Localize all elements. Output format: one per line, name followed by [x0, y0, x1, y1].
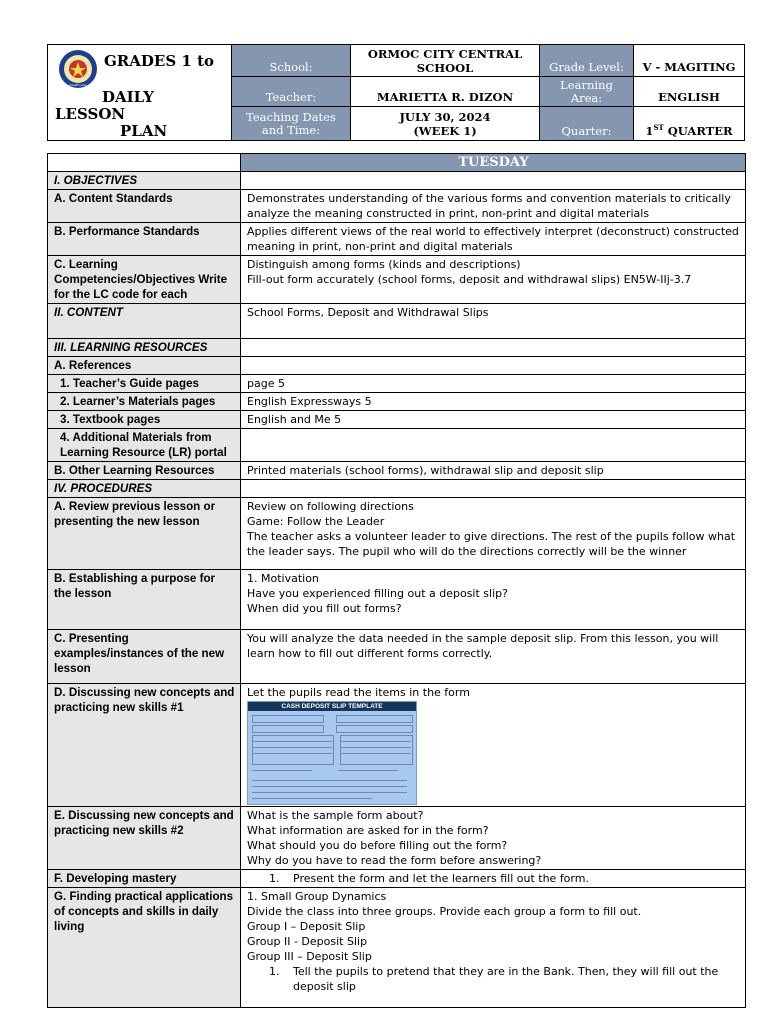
slip-line	[252, 770, 312, 771]
quarter-sup: ST	[653, 123, 664, 133]
slip-line	[252, 747, 332, 748]
slip-line	[340, 753, 411, 754]
slip-field-box	[252, 725, 324, 733]
slip-field-box	[252, 715, 324, 723]
discussing1-label: D. Discussing new concepts and practicing new skills #1	[48, 684, 241, 807]
presenting-value: You will analyze the data needed in the sample deposit slip. From this lesson, you will learn how to fill out different forms correctly.	[241, 630, 746, 684]
purpose-line-1: 1. Motivation	[247, 572, 319, 585]
discussing2-line-3: What should you do before filling out the form?	[247, 839, 508, 852]
slip-line	[252, 753, 332, 754]
slip-line	[252, 741, 332, 742]
applications-line-5: Group III – Deposit Slip	[247, 950, 372, 963]
competencies-line-1: Distinguish among forms (kinds and descriptions)	[247, 258, 521, 271]
content-standards-value: Demonstrates understanding of the various forms and convention materials to critically analyze the meaning constructed in print, non-print and digital materials	[241, 190, 746, 223]
objectives-label: I. OBJECTIVES	[48, 172, 241, 190]
references-label: A. References	[48, 357, 241, 375]
procedures-label: IV. PROCEDURES	[48, 480, 241, 498]
tg-value: page 5	[241, 375, 746, 393]
other-resources-label: B. Other Learning Resources	[48, 462, 241, 480]
review-value	[241, 498, 746, 570]
slip-line	[252, 798, 372, 799]
slip-line	[340, 741, 411, 742]
grade-label: Grade Level:	[540, 45, 634, 77]
discussing2-value	[241, 807, 746, 870]
teacher-label: Teacher:	[232, 77, 351, 107]
discussing2-line-2: What information are asked for in the form?	[247, 824, 489, 837]
review-line-3: The teacher asks a volunteer leader to give directions. The rest of the pupils follow what the leader says. The pupil who will do the directions correctly will be the winner	[247, 530, 736, 558]
deped-seal-icon	[58, 49, 98, 89]
other-resources-value: Printed materials (school forms), withdrawal slip and deposit slip	[241, 462, 746, 480]
discussing1-text: Let the pupils read the items in the form	[247, 686, 470, 699]
quarter-text: QUARTER	[663, 124, 733, 138]
procedures-value	[241, 480, 746, 498]
dates-value	[351, 107, 540, 141]
area-value: ENGLISH	[634, 77, 745, 107]
competencies-label: C. Learning Competencies/Objectives Write for the LC code for each	[48, 256, 241, 304]
purpose-line-3: When did you fill out forms?	[247, 602, 402, 615]
applications-label: G. Finding practical applications of concepts and skills in daily living	[48, 888, 241, 1008]
applications-line-3: Group I – Deposit Slip	[247, 920, 366, 933]
school-label: School:	[232, 45, 351, 77]
applications-line-6: Tell the pupils to pretend that they are in the Bank. Then, they will fill out the deposit slip	[293, 965, 719, 993]
teacher-value: MARIETTA R. DIZON	[351, 77, 540, 107]
am-label: 4. Additional Materials from Learning Resource (LR) portal	[48, 429, 241, 462]
applications-line-1: 1. Small Group Dynamics	[247, 890, 387, 903]
grade-value: V - MAGITING	[634, 45, 745, 77]
header-table	[47, 44, 745, 141]
slip-table-box	[252, 735, 334, 765]
slip-line	[252, 786, 407, 787]
lesson-plan-table	[47, 153, 746, 1008]
slip-line	[252, 792, 407, 793]
area-label: Learning Area:	[540, 77, 634, 107]
slip-line	[252, 780, 407, 781]
discussing2-line-4: Why do you have to read the form before answering?	[247, 854, 542, 867]
slip-line	[340, 747, 411, 748]
tb-value: English and Me 5	[241, 411, 746, 429]
applications-line-4: Group II - Deposit Slip	[247, 935, 368, 948]
resources-label: III. LEARNING RESOURCES	[48, 339, 241, 357]
resources-value	[241, 339, 746, 357]
title-line-1: GRADES 1 to	[104, 52, 215, 70]
mastery-text: Present the form and let the learners fill out the form.	[293, 872, 589, 885]
purpose-line-2: Have you experienced filling out a deposit slip?	[247, 587, 508, 600]
deposit-slip-image	[247, 701, 417, 805]
discussing2-line-1: What is the sample form about?	[247, 809, 424, 822]
school-value: ORMOC CITY CENTRAL SCHOOL	[351, 45, 540, 77]
presenting-label: C. Presenting examples/instances of the new lesson	[48, 630, 241, 684]
header-brand	[48, 45, 232, 141]
content-label: II. CONTENT	[48, 304, 241, 339]
quarter-value	[634, 107, 745, 141]
title-line-4: PLAN	[120, 122, 168, 140]
performance-standards-label: B. Performance Standards	[48, 223, 241, 256]
discussing2-label: E. Discussing new concepts and practicing new skills #2	[48, 807, 241, 870]
competencies-line-2: Fill-out form accurately (school forms, deposit and withdrawal slips) EN5W-IIj-3.7	[247, 273, 692, 286]
title-line-3: LESSON	[55, 105, 126, 123]
title-line-2: DAILY	[102, 88, 154, 106]
applications-item	[247, 964, 740, 994]
applications-num: 1.	[269, 965, 280, 978]
performance-standards-value: Applies different views of the real world to effectively interpret (deconstruct) constructed meaning in print, non-print and digital materials	[241, 223, 746, 256]
slip-field-box	[336, 725, 413, 733]
day-heading: TUESDAY	[241, 154, 746, 172]
applications-value	[241, 888, 746, 1008]
tg-label: 1. Teacher’s Guide pages	[48, 375, 241, 393]
day-blank-cell	[48, 154, 241, 172]
applications-line-2: Divide the class into three groups. Provide each group a form to fill out.	[247, 905, 642, 918]
dates-line-2: (WEEK 1)	[413, 123, 477, 138]
review-label: A. Review previous lesson or presenting the new lesson	[48, 498, 241, 570]
slip-field-box	[336, 715, 413, 723]
discussing1-value	[241, 684, 746, 807]
review-line-2: Game: Follow the Leader	[247, 515, 385, 528]
svg-text:DepEd seal: DepEd seal	[69, 83, 87, 87]
competencies-value	[241, 256, 746, 304]
purpose-label: B. Establishing a purpose for the lesson	[48, 570, 241, 630]
purpose-value	[241, 570, 746, 630]
references-value	[241, 357, 746, 375]
content-standards-label: A. Content Standards	[48, 190, 241, 223]
tb-label: 3. Textbook pages	[48, 411, 241, 429]
quarter-num: 1	[645, 124, 654, 138]
lm-value: English Expressways 5	[241, 393, 746, 411]
lm-label: 2. Learner’s Materials pages	[48, 393, 241, 411]
mastery-num: 1.	[269, 872, 280, 885]
review-line-1: Review on following directions	[247, 500, 414, 513]
slip-table-box	[340, 735, 413, 765]
mastery-item	[247, 871, 740, 886]
slip-line	[338, 770, 398, 771]
quarter-label: Quarter:	[540, 107, 634, 141]
mastery-value	[241, 870, 746, 888]
mastery-label: F. Developing mastery	[48, 870, 241, 888]
dates-label: Teaching Dates and Time:	[232, 107, 351, 141]
dates-line-1: JULY 30, 2024	[399, 109, 491, 124]
am-value	[241, 429, 746, 462]
content-value: School Forms, Deposit and Withdrawal Slips	[241, 304, 746, 339]
deposit-slip-title: CASH DEPOSIT SLIP TEMPLATE	[248, 702, 416, 711]
objectives-value	[241, 172, 746, 190]
